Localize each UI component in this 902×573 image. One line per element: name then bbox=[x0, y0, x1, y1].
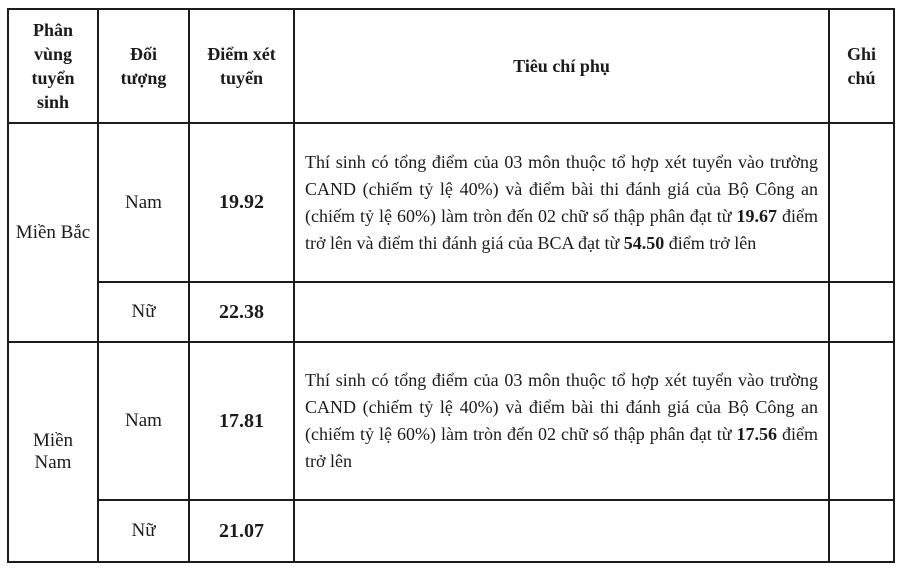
criteria-text-part: điểm trở lên bbox=[305, 424, 818, 471]
cell-region-mien-bac: Miền Bắc bbox=[8, 123, 98, 342]
col-header-diem-xet-tuyen: Điểm xét tuyển bbox=[189, 9, 294, 123]
criteria-text-part: điểm trở lên bbox=[664, 232, 757, 253]
header-row bbox=[8, 9, 894, 123]
cell-diem-xet-tuyen: 17.81 bbox=[189, 342, 294, 500]
cell-doi-tuong-nam: Nam bbox=[98, 123, 189, 282]
cell-region-mien-nam: Miền Nam bbox=[8, 342, 98, 562]
criteria-bold-score: 17.56 bbox=[736, 424, 777, 444]
cell-ghi-chu bbox=[829, 282, 894, 342]
cell-tieu-chi-phu bbox=[294, 500, 829, 562]
cell-ghi-chu bbox=[829, 500, 894, 562]
criteria-text-part: Thí sinh có tổng điểm của 03 môn thuộc tổ hợp xét tuyển vào trường CAND (chiếm tỷ lệ 40%) và điểm bài thi đánh giá của Bộ Công an (chiếm tỷ lệ 60%) làm tròn đến 02 chữ số thập phân đạt từ bbox=[305, 370, 818, 444]
table-row-mien-nam-nu bbox=[8, 500, 894, 562]
cell-tieu-chi-phu bbox=[294, 342, 829, 500]
cell-tieu-chi-phu bbox=[294, 282, 829, 342]
col-header-doi-tuong: Đối tượng bbox=[98, 9, 189, 123]
cell-diem-xet-tuyen: 19.92 bbox=[189, 123, 294, 282]
col-header-tieu-chi-phu: Tiêu chí phụ bbox=[294, 9, 829, 123]
criteria-bold-score: 19.67 bbox=[736, 205, 777, 226]
cell-ghi-chu bbox=[829, 123, 894, 282]
cell-diem-xet-tuyen: 21.07 bbox=[189, 500, 294, 562]
cell-tieu-chi-phu bbox=[294, 123, 829, 282]
criteria-text-part: Thí sinh có tổng điểm của 03 môn thuộc tổ hợp xét tuyển vào trường CAND (chiếm tỷ lệ 40%) và điểm bài thi đánh giá của Bộ Công an (chiếm tỷ lệ 60%) làm tròn đến 02 chữ số thập phân đạt từ bbox=[305, 151, 818, 226]
criteria-bold-score: 54.50 bbox=[623, 232, 665, 253]
cell-ghi-chu bbox=[829, 342, 894, 500]
table-row-mien-bac-nam bbox=[8, 123, 894, 282]
table-row-mien-bac-nu bbox=[8, 282, 894, 342]
criteria-text-part: điểm trở lên và điểm thi đánh giá của BCA đạt từ bbox=[305, 205, 818, 253]
table-row-mien-nam-nam bbox=[8, 342, 894, 500]
col-header-ghi-chu: Ghi chú bbox=[829, 9, 894, 123]
cell-doi-tuong-nam: Nam bbox=[98, 342, 189, 500]
admission-score-table bbox=[7, 8, 895, 563]
cell-diem-xet-tuyen: 22.38 bbox=[189, 282, 294, 342]
cell-doi-tuong-nu: Nữ bbox=[98, 282, 189, 342]
col-header-phan-vung-tuyen-sinh: Phân vùng tuyển sinh bbox=[8, 9, 98, 123]
cell-doi-tuong-nu: Nữ bbox=[98, 500, 189, 562]
